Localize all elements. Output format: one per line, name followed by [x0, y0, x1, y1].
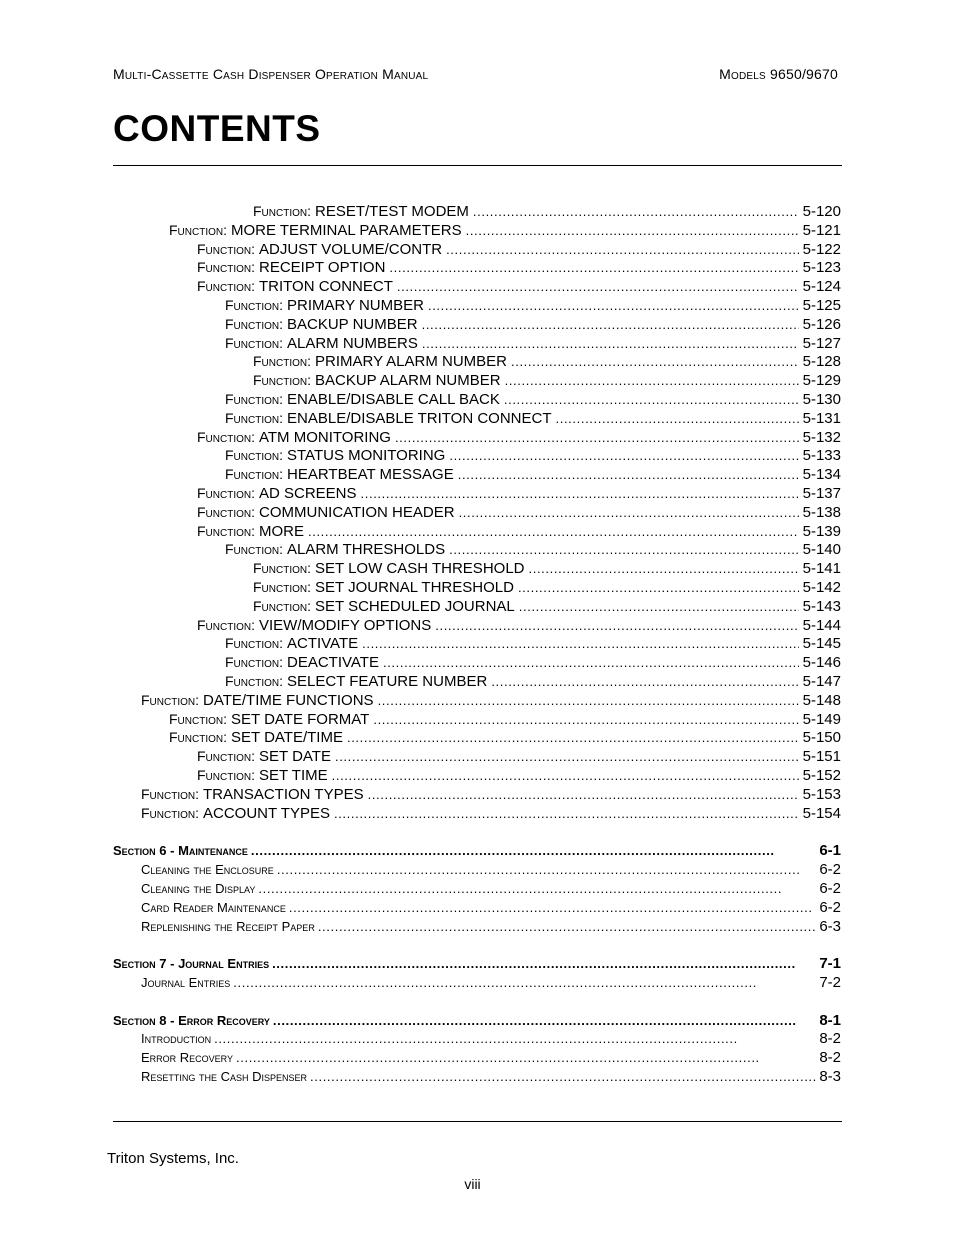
toc-entry-prefix: Function: [253, 372, 311, 389]
dot-leader [362, 635, 799, 652]
toc-entry-prefix: Function: [225, 466, 283, 483]
toc-entry-page: 5-120 [802, 203, 841, 220]
toc-entry[interactable] [225, 654, 841, 673]
toc-entry[interactable] [197, 241, 841, 260]
toc-entry-page: 5-128 [802, 353, 841, 371]
toc-entry-page: 5-121 [802, 221, 841, 239]
section-page: 8-1 [819, 1011, 841, 1029]
toc-entry-prefix: Function: [197, 616, 255, 633]
section-item-title: Cleaning the Enclosure [141, 862, 274, 878]
dot-leader [529, 560, 799, 577]
dot-leader [347, 729, 799, 746]
toc-entry[interactable] [169, 711, 841, 730]
toc-entry[interactable] [225, 635, 841, 654]
section-item[interactable] [141, 1030, 841, 1049]
toc-entry-title: RECEIPT OPTION [259, 259, 386, 277]
toc-entry[interactable] [197, 748, 841, 767]
toc-entry[interactable] [197, 485, 841, 504]
dot-leader [236, 1050, 816, 1065]
dot-leader [335, 748, 799, 765]
section-item-title: Replenishing the Receipt Paper [141, 918, 315, 934]
section-item-page: 6-2 [819, 898, 841, 916]
toc-entry-prefix: Function: [141, 691, 199, 708]
dot-leader [233, 975, 816, 990]
section-item-page: 6-2 [819, 880, 841, 897]
toc-entry-prefix: Function: [225, 635, 283, 652]
toc-entry-page: 5-143 [802, 597, 841, 615]
toc-entry-page: 5-146 [802, 654, 841, 672]
section-item[interactable] [141, 880, 841, 899]
toc-entry-title: COMMUNICATION HEADER [259, 503, 455, 521]
toc-entry[interactable] [225, 297, 841, 316]
toc-entry-title: AD SCREENS [259, 485, 357, 502]
toc-entry-prefix: Function: [253, 203, 311, 219]
toc-entry-page: 5-126 [802, 315, 841, 333]
dot-leader [491, 673, 798, 690]
dot-leader [397, 278, 799, 295]
dot-leader [511, 353, 799, 370]
toc-entry[interactable] [253, 579, 841, 598]
dot-leader [505, 372, 799, 389]
dot-leader [389, 259, 798, 276]
toc-entry-prefix: Function: [169, 221, 227, 238]
toc-entry-title: BACKUP NUMBER [287, 315, 418, 333]
toc-entry[interactable] [253, 372, 841, 391]
toc-entry-page: 5-133 [802, 447, 841, 465]
toc-entry-page: 5-150 [802, 729, 841, 747]
toc-entry-prefix: Function: [253, 597, 311, 614]
toc-entry-title: ACTIVATE [287, 635, 359, 653]
toc-entry-page: 5-144 [802, 616, 841, 634]
toc-entry-page: 5-139 [802, 522, 841, 540]
footer-company: Triton Systems, Inc. [107, 1150, 239, 1167]
dot-leader [334, 805, 799, 822]
toc-entry[interactable] [225, 391, 841, 410]
section-item[interactable] [141, 918, 841, 937]
section-title: Section 8 - Error Recovery [113, 1012, 270, 1028]
section-item-page: 6-2 [819, 861, 841, 879]
toc-entry-title: MORE TERMINAL PARAMETERS [231, 221, 462, 239]
dot-leader [308, 523, 799, 540]
toc-entry-title: ENABLE/DISABLE TRITON CONNECT [287, 409, 552, 427]
dot-leader [395, 429, 799, 446]
dot-leader [458, 466, 799, 483]
toc-entry[interactable] [197, 278, 841, 297]
toc-entry-prefix: Function: [197, 259, 255, 276]
dot-leader [214, 1031, 816, 1046]
toc-entry-prefix: Function: [253, 579, 311, 595]
toc-entry-title: ALARM NUMBERS [287, 334, 418, 352]
toc-entry-prefix: Function: [225, 447, 283, 464]
toc-entry-title: SET DATE FORMAT [231, 710, 370, 728]
dot-leader [504, 391, 799, 408]
toc-entry[interactable] [197, 617, 841, 636]
toc-entry-title: STATUS MONITORING [287, 447, 446, 465]
dot-leader [373, 711, 798, 728]
toc-entry[interactable] [197, 523, 841, 542]
section-item[interactable] [141, 899, 841, 918]
toc-entry-page: 5-147 [802, 673, 841, 690]
toc-entry-title: TRITON CONNECT [259, 278, 393, 296]
toc-entry-page: 5-149 [802, 710, 841, 728]
toc-entry-prefix: Function: [225, 315, 283, 332]
dot-leader [422, 316, 799, 333]
section-item-title: Cleaning the Display [141, 881, 256, 896]
toc-entry-page: 5-141 [802, 560, 841, 578]
toc-entry-prefix: Function: [225, 654, 283, 671]
toc-entry[interactable] [197, 767, 841, 786]
toc-entry-title: DATE/TIME FUNCTIONS [203, 691, 374, 709]
section-title: Section 7 - Journal Entries [113, 956, 270, 972]
toc-entry-page: 5-148 [802, 691, 841, 709]
dot-leader [368, 786, 799, 803]
toc-entry[interactable] [253, 203, 841, 222]
dot-leader [251, 843, 816, 858]
page-title: CONTENTS [113, 108, 321, 149]
toc-entry[interactable] [225, 447, 841, 466]
toc-entry-page: 5-138 [802, 503, 841, 521]
toc-entry-page: 5-154 [802, 804, 841, 822]
dot-leader [473, 203, 799, 220]
section-heading[interactable] [113, 842, 841, 861]
toc-entry-title: SET DATE [259, 748, 331, 766]
toc-entry-prefix: Function: [253, 353, 311, 370]
toc-entry-page: 5-132 [802, 428, 841, 446]
toc-entry-title: SET LOW CASH THRESHOLD [315, 560, 525, 578]
toc-entry-prefix: Function: [225, 541, 283, 558]
section-item-title: Error Recovery [141, 1050, 234, 1066]
section-heading[interactable] [113, 1012, 841, 1031]
toc-entry-prefix: Function: [197, 503, 255, 520]
toc-entry-page: 5-130 [802, 391, 841, 408]
toc-entry-page: 5-137 [802, 485, 841, 502]
toc-entry-title: DEACTIVATE [287, 654, 379, 672]
footer-page-number: viii [464, 1176, 481, 1192]
toc-entry-page: 5-127 [802, 334, 841, 352]
dot-leader [310, 1069, 816, 1084]
toc-entry-page: 5-153 [802, 785, 841, 803]
section-item[interactable] [141, 1068, 841, 1087]
toc-entry-prefix: Function: [197, 240, 255, 257]
toc-entry-page: 5-142 [802, 579, 841, 596]
section-item-page: 6-3 [819, 917, 841, 935]
dot-leader [258, 881, 816, 896]
section-item[interactable] [141, 974, 841, 993]
dot-leader [449, 447, 798, 464]
dot-leader [361, 485, 799, 502]
toc-entry-title: PRIMARY ALARM NUMBER [315, 353, 507, 371]
dot-leader [518, 579, 799, 596]
toc-entry-prefix: Function: [141, 785, 199, 802]
toc-entry-prefix: Function: [197, 522, 255, 539]
dot-leader [277, 862, 817, 877]
toc-entry-title: VIEW/MODIFY OPTIONS [259, 616, 432, 634]
toc-entry-title: ACCOUNT TYPES [203, 804, 330, 822]
toc-entry-page: 5-124 [802, 278, 841, 296]
toc-entry[interactable] [141, 805, 841, 824]
section-item-page: 7-2 [819, 974, 841, 991]
toc-entry[interactable] [169, 729, 841, 748]
dot-leader [449, 541, 799, 558]
toc-entry[interactable] [225, 673, 841, 692]
toc-entry-prefix: Function: [225, 409, 283, 426]
dot-leader [428, 297, 799, 314]
section-title: Section 6 - Maintenance [113, 843, 248, 859]
toc-entry-title: ENABLE/DISABLE CALL BACK [287, 391, 500, 408]
toc-entry-title: ALARM THRESHOLDS [287, 541, 446, 559]
toc-entry-page: 5-134 [802, 466, 841, 484]
toc-entry-prefix: Function: [253, 560, 311, 577]
toc-entry[interactable] [197, 429, 841, 448]
toc-entry[interactable] [253, 560, 841, 579]
header-manual-title: Multi-Cassette Cash Dispenser Operation Manual [113, 66, 429, 82]
toc-entry-page: 5-123 [802, 259, 841, 277]
dot-leader [273, 1013, 816, 1028]
toc-entry[interactable] [225, 541, 841, 560]
section-heading[interactable] [113, 955, 841, 974]
toc-entry[interactable] [197, 504, 841, 523]
bottom-divider [113, 1121, 842, 1122]
toc-entry-title: SET SCHEDULED JOURNAL [315, 597, 515, 615]
toc-entry[interactable] [225, 410, 841, 429]
dot-leader [435, 617, 798, 634]
dot-leader [332, 767, 799, 784]
dot-leader [459, 504, 799, 521]
dot-leader [422, 335, 799, 352]
toc-entry-prefix: Function: [169, 729, 227, 746]
dot-leader [289, 900, 816, 915]
toc-entry-title: HEARTBEAT MESSAGE [287, 466, 454, 484]
toc-entry-prefix: Function: [225, 391, 283, 407]
top-divider [113, 165, 842, 166]
toc-entry-title: SELECT FEATURE NUMBER [287, 673, 488, 690]
section-item-page: 8-2 [819, 1049, 841, 1067]
toc-entry[interactable] [225, 466, 841, 485]
toc-entry-page: 5-145 [802, 635, 841, 653]
toc-entry-prefix: Function: [197, 278, 255, 295]
toc-entry[interactable] [169, 222, 841, 241]
toc-entry-page: 5-125 [802, 297, 841, 314]
toc-entry[interactable] [141, 786, 841, 805]
toc-entry[interactable] [253, 598, 841, 617]
toc-entry-prefix: Function: [225, 297, 283, 313]
dot-leader [378, 692, 799, 709]
dot-leader [383, 654, 799, 671]
toc-entry-page: 5-151 [802, 748, 841, 766]
toc-entry-prefix: Function: [197, 485, 255, 501]
dot-leader [519, 598, 799, 615]
section-page: 7-1 [819, 955, 841, 973]
toc-entry-page: 5-152 [802, 767, 841, 784]
toc-entry-prefix: Function: [197, 748, 255, 765]
toc-entry-page: 5-140 [802, 541, 841, 559]
section-item[interactable] [141, 861, 841, 880]
toc-entry-prefix: Function: [197, 428, 255, 445]
toc-entry[interactable] [225, 316, 841, 335]
toc-entry[interactable] [253, 353, 841, 372]
header-models: Models 9650/9670 [719, 66, 838, 82]
dot-leader [272, 956, 816, 971]
section-item[interactable] [141, 1049, 841, 1068]
section-item-page: 8-2 [819, 1030, 841, 1048]
toc-entry-title: BACKUP ALARM NUMBER [315, 372, 501, 390]
toc-entry-title: SET JOURNAL THRESHOLD [315, 579, 514, 596]
toc-entry-title: ADJUST VOLUME/CONTR [259, 240, 443, 258]
toc-entry-title: SET DATE/TIME [231, 729, 343, 747]
section-item-title: Introduction [141, 1031, 212, 1047]
toc-entry-title: TRANSACTION TYPES [203, 785, 364, 803]
toc-entry-title: RESET/TEST MODEM [315, 203, 469, 220]
section-page: 6-1 [819, 842, 841, 860]
toc-entry-page: 5-129 [802, 372, 841, 390]
toc-entry-prefix: Function: [141, 804, 199, 821]
toc-entry-title: ATM MONITORING [259, 428, 391, 446]
section-item-title: Card Reader Maintenance [141, 899, 286, 915]
toc-entry-title: SET TIME [259, 767, 328, 784]
section-item-title: Resetting the Cash Dispenser [141, 1069, 308, 1084]
section-item-title: Journal Entries [141, 975, 231, 990]
toc-entry-prefix: Function: [225, 334, 283, 351]
dot-leader [466, 222, 799, 239]
dot-leader [556, 410, 799, 427]
toc-entry[interactable] [197, 259, 841, 278]
toc-entry[interactable] [225, 335, 841, 354]
toc-entry-title: PRIMARY NUMBER [287, 297, 424, 314]
toc-entry-page: 5-122 [802, 240, 841, 258]
toc-entry[interactable] [141, 692, 841, 711]
toc-entry-prefix: Function: [225, 673, 283, 689]
toc-entry-prefix: Function: [169, 710, 227, 727]
toc-entry-prefix: Function: [197, 767, 255, 783]
section-item-page: 8-3 [819, 1068, 841, 1085]
dot-leader [446, 241, 799, 258]
toc-entry-page: 5-131 [802, 409, 841, 427]
dot-leader [318, 919, 816, 934]
toc-entry-title: MORE [259, 522, 304, 540]
